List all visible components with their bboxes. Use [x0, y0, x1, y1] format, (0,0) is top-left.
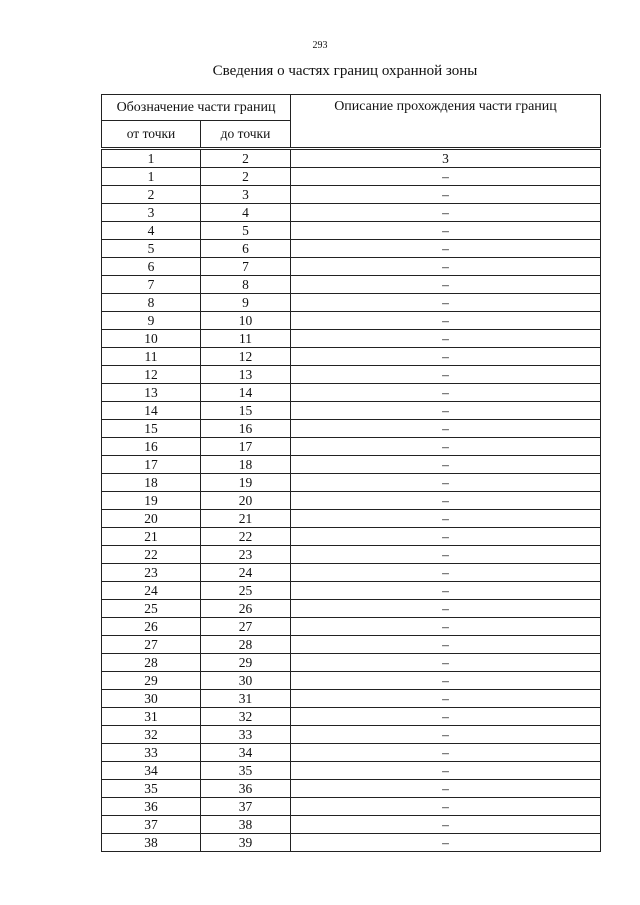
- table-row: [102, 546, 601, 564]
- cell-description: –: [291, 294, 601, 312]
- cell-to-point: 33: [201, 726, 291, 744]
- cell-from-point: 21: [102, 528, 201, 546]
- cell-from-point: 6: [102, 258, 201, 276]
- cell-description: –: [291, 438, 601, 456]
- cell-to-point: 5: [201, 222, 291, 240]
- cell-description: –: [291, 834, 601, 852]
- page-title: Сведения о частях границ охранной зоны: [212, 63, 478, 79]
- cell-from-point: 8: [102, 294, 201, 312]
- cell-to-point: 25: [201, 582, 291, 600]
- cell-from-point: 2: [102, 186, 201, 204]
- cell-from-point: 16: [102, 438, 201, 456]
- cell-from-point: 35: [102, 780, 201, 798]
- table-row: [102, 672, 601, 690]
- table-row: [102, 816, 601, 834]
- table-row: [102, 780, 601, 798]
- cell-description: –: [291, 384, 601, 402]
- cell-to-point: 9: [201, 294, 291, 312]
- cell-to-point: 15: [201, 402, 291, 420]
- table-row: [102, 384, 601, 402]
- table-row: [102, 204, 601, 222]
- cell-to-point: 13: [201, 366, 291, 384]
- cell-description: 3: [291, 150, 601, 168]
- cell-to-point: 6: [201, 240, 291, 258]
- cell-to-point: 10: [201, 312, 291, 330]
- cell-to-point: 12: [201, 348, 291, 366]
- cell-to-point: 27: [201, 618, 291, 636]
- cell-description: –: [291, 402, 601, 420]
- cell-from-point: 7: [102, 276, 201, 294]
- cell-description: –: [291, 816, 601, 834]
- table-body: [102, 150, 601, 852]
- cell-description: –: [291, 510, 601, 528]
- cell-description: –: [291, 564, 601, 582]
- table-row: [102, 600, 601, 618]
- table-row: [102, 744, 601, 762]
- cell-description: –: [291, 546, 601, 564]
- header-boundary-description: Описание прохождения части границ: [291, 95, 601, 148]
- table-row: [102, 330, 601, 348]
- cell-description: –: [291, 582, 601, 600]
- table-row: [102, 366, 601, 384]
- cell-description: –: [291, 420, 601, 438]
- cell-from-point: 19: [102, 492, 201, 510]
- cell-from-point: 20: [102, 510, 201, 528]
- table-row: [102, 726, 601, 744]
- table-row: [102, 258, 601, 276]
- table-row: [102, 708, 601, 726]
- cell-description: –: [291, 312, 601, 330]
- page-number: 293: [312, 40, 328, 51]
- cell-description: –: [291, 798, 601, 816]
- table-row: [102, 834, 601, 852]
- cell-to-point: 2: [201, 150, 291, 168]
- cell-to-point: 7: [201, 258, 291, 276]
- cell-description: –: [291, 780, 601, 798]
- cell-to-point: 3: [201, 186, 291, 204]
- table-row: [102, 438, 601, 456]
- cell-from-point: 15: [102, 420, 201, 438]
- cell-from-point: 1: [102, 168, 201, 186]
- cell-from-point: 10: [102, 330, 201, 348]
- cell-from-point: 23: [102, 564, 201, 582]
- cell-description: –: [291, 240, 601, 258]
- table-row: [102, 564, 601, 582]
- cell-description: –: [291, 726, 601, 744]
- cell-from-point: 32: [102, 726, 201, 744]
- cell-description: –: [291, 204, 601, 222]
- cell-from-point: 25: [102, 600, 201, 618]
- cell-from-point: 27: [102, 636, 201, 654]
- table-row: [102, 168, 601, 186]
- cell-description: –: [291, 348, 601, 366]
- table-row: [102, 402, 601, 420]
- cell-to-point: 14: [201, 384, 291, 402]
- cell-to-point: 26: [201, 600, 291, 618]
- cell-to-point: 30: [201, 672, 291, 690]
- table-row: [102, 492, 601, 510]
- cell-to-point: 37: [201, 798, 291, 816]
- cell-to-point: 22: [201, 528, 291, 546]
- table-row: [102, 312, 601, 330]
- cell-from-point: 30: [102, 690, 201, 708]
- cell-from-point: 37: [102, 816, 201, 834]
- cell-from-point: 26: [102, 618, 201, 636]
- cell-from-point: 3: [102, 204, 201, 222]
- cell-description: –: [291, 276, 601, 294]
- cell-to-point: 21: [201, 510, 291, 528]
- cell-to-point: 11: [201, 330, 291, 348]
- cell-from-point: 14: [102, 402, 201, 420]
- cell-from-point: 28: [102, 654, 201, 672]
- table-row: [102, 276, 601, 294]
- table-row: [102, 636, 601, 654]
- table-row: [102, 294, 601, 312]
- cell-from-point: 4: [102, 222, 201, 240]
- table-row: [102, 222, 601, 240]
- cell-description: –: [291, 672, 601, 690]
- table-row: [102, 474, 601, 492]
- table-row: [102, 528, 601, 546]
- cell-from-point: 1: [102, 150, 201, 168]
- header-to-point: до точки: [201, 121, 291, 148]
- cell-description: –: [291, 186, 601, 204]
- cell-to-point: 24: [201, 564, 291, 582]
- cell-to-point: 35: [201, 762, 291, 780]
- cell-to-point: 34: [201, 744, 291, 762]
- cell-description: –: [291, 654, 601, 672]
- cell-description: –: [291, 222, 601, 240]
- cell-description: –: [291, 528, 601, 546]
- cell-to-point: 38: [201, 816, 291, 834]
- boundary-parts-table: [101, 94, 601, 852]
- cell-from-point: 38: [102, 834, 201, 852]
- cell-from-point: 29: [102, 672, 201, 690]
- table-row: [102, 762, 601, 780]
- cell-from-point: 22: [102, 546, 201, 564]
- table-row: [102, 240, 601, 258]
- cell-from-point: 33: [102, 744, 201, 762]
- cell-to-point: 28: [201, 636, 291, 654]
- cell-to-point: 17: [201, 438, 291, 456]
- cell-description: –: [291, 456, 601, 474]
- cell-to-point: 19: [201, 474, 291, 492]
- cell-from-point: 17: [102, 456, 201, 474]
- cell-to-point: 8: [201, 276, 291, 294]
- cell-description: –: [291, 762, 601, 780]
- cell-description: –: [291, 258, 601, 276]
- table-row: [102, 186, 601, 204]
- cell-to-point: 23: [201, 546, 291, 564]
- cell-to-point: 29: [201, 654, 291, 672]
- table-row: [102, 510, 601, 528]
- cell-from-point: 34: [102, 762, 201, 780]
- cell-to-point: 31: [201, 690, 291, 708]
- cell-description: –: [291, 636, 601, 654]
- cell-to-point: 20: [201, 492, 291, 510]
- cell-description: –: [291, 708, 601, 726]
- cell-from-point: 5: [102, 240, 201, 258]
- cell-from-point: 31: [102, 708, 201, 726]
- table-row: [102, 690, 601, 708]
- cell-from-point: 13: [102, 384, 201, 402]
- cell-description: –: [291, 330, 601, 348]
- cell-description: –: [291, 600, 601, 618]
- table-row: [102, 582, 601, 600]
- cell-from-point: 9: [102, 312, 201, 330]
- cell-from-point: 11: [102, 348, 201, 366]
- cell-to-point: 36: [201, 780, 291, 798]
- cell-description: –: [291, 366, 601, 384]
- table-row: [102, 618, 601, 636]
- header-boundary-designation: Обозначение части границ: [102, 95, 291, 121]
- table-row: [102, 798, 601, 816]
- cell-to-point: 4: [201, 204, 291, 222]
- cell-from-point: 18: [102, 474, 201, 492]
- cell-description: –: [291, 168, 601, 186]
- table-row: [102, 150, 601, 168]
- cell-description: –: [291, 690, 601, 708]
- cell-to-point: 39: [201, 834, 291, 852]
- cell-description: –: [291, 492, 601, 510]
- cell-to-point: 2: [201, 168, 291, 186]
- cell-description: –: [291, 744, 601, 762]
- cell-to-point: 32: [201, 708, 291, 726]
- cell-to-point: 18: [201, 456, 291, 474]
- cell-from-point: 24: [102, 582, 201, 600]
- cell-from-point: 12: [102, 366, 201, 384]
- cell-to-point: 16: [201, 420, 291, 438]
- table-row: [102, 348, 601, 366]
- cell-description: –: [291, 618, 601, 636]
- cell-from-point: 36: [102, 798, 201, 816]
- cell-description: –: [291, 474, 601, 492]
- table-row: [102, 420, 601, 438]
- table-row: [102, 654, 601, 672]
- table-row: [102, 456, 601, 474]
- header-from-point: от точки: [102, 121, 201, 148]
